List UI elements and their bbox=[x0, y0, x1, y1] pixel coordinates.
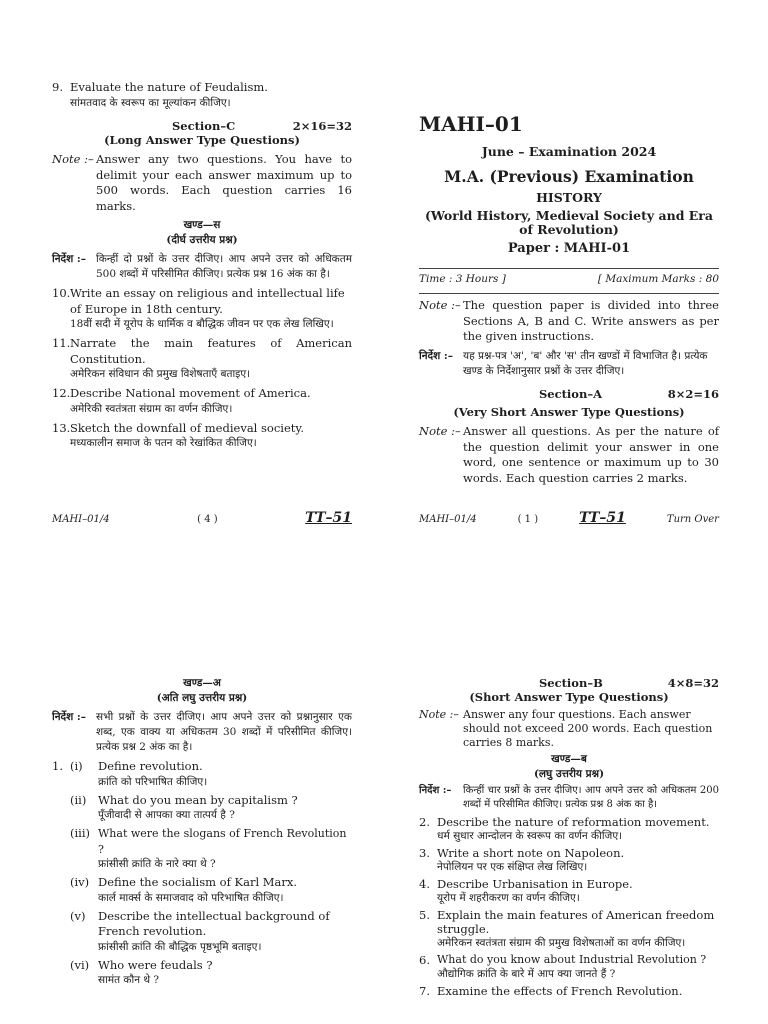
section-b-header bbox=[419, 676, 719, 690]
nirdesh bbox=[52, 252, 352, 282]
nirdesh-key: निर्देश :– bbox=[52, 253, 87, 265]
footer-paper-code: TT–51 bbox=[305, 510, 352, 526]
question-text-en: What were the slogans of French Revolution ? bbox=[98, 827, 347, 856]
question-text-hi: पूँजीवादी से आपका क्या तात्पर्य है ? bbox=[98, 809, 235, 821]
sub-question-v bbox=[70, 909, 352, 955]
question-13 bbox=[52, 421, 352, 452]
note-text: The question paper is divided into three Sections A, B and C. Write answers as per the given instructions. bbox=[463, 298, 719, 343]
time-allowed: Time : 3 Hours ] bbox=[419, 273, 506, 285]
question-text-en: Who were feudals ? bbox=[98, 957, 213, 972]
section-type-hi: (लघु उत्तरीय प्रश्न) bbox=[533, 767, 605, 780]
exam-session: June – Examination 2024 bbox=[481, 144, 657, 159]
note-text: Answer any four questions. Each answer should not exceed 200 words. Each question carries 8 marks. bbox=[463, 707, 713, 749]
section-type-hi: (अति लघु उत्तरीय प्रश्न) bbox=[156, 692, 248, 704]
question-text-hi: अमेरिकन संविधान की प्रमुख विशेषताएँ बताइए। bbox=[70, 368, 251, 380]
page-4 bbox=[52, 80, 352, 451]
question-text-hi: अमेरिकन स्वतंत्रता संग्राम की प्रमुख विशेषताओं का वर्णन कीजिए। bbox=[437, 936, 686, 949]
nirdesh bbox=[52, 710, 352, 755]
sub-question-number: (vi) bbox=[70, 957, 90, 972]
sub-question-vi bbox=[70, 958, 352, 989]
question-text-hi: अमेरिकी स्वतंत्रता संग्राम का वर्णन कीजिए। bbox=[70, 402, 233, 415]
question-text-en: What do you mean by capitalism ? bbox=[98, 792, 298, 807]
note-text: Answer all questions. As per the nature of the question delimit your answer in one word, one sentence or maximum up to 30 words. Each question carries 2 marks. bbox=[463, 424, 719, 485]
question-text-hi: सामंत कौन थे ? bbox=[98, 974, 160, 986]
question-text-en: Describe Urbanisation in Europe. bbox=[437, 876, 633, 891]
question-text-hi: 18वीं सदी में यूरोप के धार्मिक व बौद्धिक जीवन पर एक लेख लिखिए। bbox=[70, 318, 334, 330]
turn-over-note: Turn Over bbox=[666, 514, 719, 525]
maximum-marks: [ Maximum Marks : 80 bbox=[597, 273, 719, 285]
question-text-hi: मध्यकालीन समाज के पतन को रेखांकित कीजिए। bbox=[70, 437, 257, 449]
section-label: Section–B bbox=[539, 676, 603, 690]
question-text-en: Narrate the main features of American Constitution. bbox=[70, 336, 352, 366]
page-1 bbox=[419, 112, 719, 486]
question-text-hi: क्रांति को परिभाषित कीजिए। bbox=[98, 775, 208, 788]
question-number: 11. bbox=[52, 336, 71, 350]
exam-title: M.A. (Previous) Examination bbox=[444, 167, 694, 186]
nirdesh-text: किन्हीं दो प्रश्नों के उत्तर दीजिए। आप अपने उत्तर को अधिकतम 500 शब्दों में परिसीमित कीजिए। प्रत्येक प्रश्न 16 अंक का है। bbox=[96, 253, 352, 280]
footer-paper-code: TT–51 bbox=[579, 510, 626, 526]
question-text-en: Define the socialism of Karl Marx. bbox=[98, 875, 298, 889]
section-marks: 4×8=32 bbox=[667, 676, 719, 690]
subject: HISTORY bbox=[536, 190, 602, 205]
khand-heading: खण्ड—अ bbox=[183, 677, 221, 689]
page-1-footer bbox=[419, 510, 719, 526]
question-number: 3. bbox=[419, 845, 430, 860]
question-number: 2. bbox=[419, 814, 430, 829]
question-text-en: Write an essay on religious and intellectual life of Europe in 18th century. bbox=[70, 286, 345, 316]
khand-heading: खण्ड—ब bbox=[551, 752, 587, 765]
section-label: Section–A bbox=[539, 386, 603, 401]
question-number: 13. bbox=[52, 420, 71, 435]
note-key: Note :– bbox=[419, 707, 459, 721]
section-marks: 8×2=16 bbox=[667, 386, 719, 401]
question-9 bbox=[52, 80, 352, 111]
sub-question-number: (iii) bbox=[70, 826, 91, 840]
sub-question-i bbox=[70, 759, 352, 790]
nirdesh bbox=[419, 784, 719, 812]
question-text-hi: फ्रांसीसी क्रांति की बौद्धिक पृष्ठभूमि बताइए। bbox=[98, 940, 262, 953]
question-text-en: Describe the intellectual background of French revolution. bbox=[98, 908, 330, 938]
note-key: Note :– bbox=[52, 152, 94, 166]
note-key: Note :– bbox=[419, 424, 461, 438]
question-text-en: Examine the effects of French Revolution. bbox=[437, 983, 683, 998]
nirdesh bbox=[419, 349, 719, 379]
question-text-en: Write a short note on Napoleon. bbox=[437, 845, 625, 860]
question-10 bbox=[52, 286, 352, 332]
question-text-hi: औद्योगिक क्रांति के बारे में आप क्या जानते हैं ? bbox=[437, 967, 616, 980]
page-2 bbox=[52, 676, 352, 988]
nirdesh-text: सभी प्रश्नों के उत्तर दीजिए। आप अपने उत्तर को प्रश्नानुसार एक शब्द, एक वाक्य या अधिकतम 30 शब्दों में परिसीमित कीजिए। प्रत्येक प्रश्न 2 अंक का है। bbox=[96, 711, 352, 753]
nirdesh-text: किन्हीं चार प्रश्नों के उत्तर दीजिए। आप अपने उत्तर को अधिकतम 200 शब्दों में परिसीमित कीजिए। प्रत्येक प्रश्न 8 अंक का है। bbox=[463, 784, 719, 810]
question-2 bbox=[419, 815, 719, 843]
question-text-hi: धर्म सुधार आन्दोलन के स्वरूप का वर्णन कीजिए। bbox=[437, 829, 623, 842]
footer-course-code: MAHI–01/4 bbox=[52, 514, 110, 525]
section-label: Section–C bbox=[172, 118, 236, 133]
question-1 bbox=[52, 759, 352, 988]
note bbox=[52, 152, 352, 214]
khand-heading: खण्ड—स bbox=[183, 219, 221, 231]
sub-question-iv bbox=[70, 875, 352, 906]
question-number: 4. bbox=[419, 876, 430, 891]
question-text-en: Evaluate the nature of Feudalism. bbox=[70, 80, 268, 94]
note bbox=[419, 424, 719, 486]
divider bbox=[419, 268, 719, 269]
question-text-en: Define revolution. bbox=[98, 759, 203, 773]
section-type-en: (Long Answer Type Questions) bbox=[104, 132, 300, 147]
page-3 bbox=[419, 676, 719, 999]
section-type-hi: (दीर्घ उत्तरीय प्रश्न) bbox=[166, 234, 238, 246]
question-number: 5. bbox=[419, 907, 430, 922]
sub-question-number: (i) bbox=[70, 759, 83, 773]
question-text-hi: सांमतवाद के स्वरूप का मूल्यांकन कीजिए। bbox=[70, 96, 231, 109]
note-key: Note :– bbox=[419, 298, 461, 312]
section-type-en: (Very Short Answer Type Questions) bbox=[453, 404, 685, 419]
sub-question-number: (ii) bbox=[70, 792, 87, 807]
question-text-en: Explain the main features of American freedom struggle. bbox=[437, 907, 715, 936]
question-7 bbox=[419, 984, 719, 1000]
section-marks: 2×16=32 bbox=[292, 118, 352, 133]
question-4 bbox=[419, 877, 719, 905]
section-a-header bbox=[419, 387, 719, 401]
footer-page-number: ( 1 ) bbox=[517, 514, 539, 525]
note-text: Answer any two questions. You have to delimit your each answer maximum up to 500 words. Each question carries 16 marks. bbox=[96, 152, 352, 213]
nirdesh-key: निर्देश :– bbox=[419, 784, 452, 796]
question-number: 6. bbox=[419, 952, 430, 967]
question-text-hi: नेपोलियन पर एक संक्षिप्त लेख लिखिए। bbox=[437, 860, 588, 873]
question-text-hi: कार्ल मार्क्स के समाजवाद को परिभाषित कीजिए। bbox=[98, 891, 284, 904]
question-text-en: Describe the nature of reformation movement. bbox=[437, 814, 710, 829]
section-c-header bbox=[52, 119, 352, 133]
footer-course-code: MAHI–01/4 bbox=[419, 514, 477, 525]
note bbox=[419, 298, 719, 345]
page-4-footer bbox=[52, 510, 352, 526]
sub-question-ii bbox=[70, 793, 352, 824]
question-number: 1. bbox=[52, 759, 63, 773]
question-text-en: Describe National movement of America. bbox=[70, 386, 311, 400]
topic: (World History, Medieval Society and Era of Revolution) bbox=[424, 208, 713, 237]
divider bbox=[419, 293, 719, 294]
note bbox=[419, 708, 719, 750]
nirdesh-key: निर्देश :– bbox=[419, 349, 454, 362]
question-3 bbox=[419, 846, 719, 874]
course-code: MAHI–01 bbox=[419, 112, 523, 136]
question-text-hi: यूरोप में शहरीकरण का वर्णन कीजिए। bbox=[437, 891, 580, 904]
question-12 bbox=[52, 386, 352, 417]
nirdesh-text: यह प्रश्न-पत्र 'अ', 'ब' और 'स' तीन खण्डों में विभाजित है। प्रत्येक खण्ड के निर्देशानुसार प्रश्नों के उत्तर दीजिए। bbox=[463, 349, 708, 377]
question-text-en: Sketch the downfall of medieval society. bbox=[70, 420, 304, 435]
question-5 bbox=[419, 908, 719, 950]
question-number: 10. bbox=[52, 286, 71, 300]
question-text-en: What do you know about Industrial Revolution ? bbox=[437, 952, 707, 966]
question-11 bbox=[52, 336, 352, 382]
question-number: 12. bbox=[52, 386, 71, 400]
footer-page-number: ( 4 ) bbox=[197, 514, 218, 525]
question-6 bbox=[419, 953, 719, 981]
paper-code: Paper : MAHI-01 bbox=[507, 241, 631, 256]
section-type-en: (Short Answer Type Questions) bbox=[469, 690, 669, 704]
question-number: 9. bbox=[52, 80, 63, 94]
question-text-hi: फ्रांसीसी क्रांति के नारे क्या थे ? bbox=[98, 858, 216, 870]
time-marks-row bbox=[419, 273, 719, 285]
sub-question-number: (iv) bbox=[70, 875, 90, 889]
sub-question-iii bbox=[70, 826, 352, 872]
question-number: 7. bbox=[419, 983, 430, 998]
sub-question-number: (v) bbox=[70, 908, 86, 923]
nirdesh-key: निर्देश :– bbox=[52, 711, 87, 723]
